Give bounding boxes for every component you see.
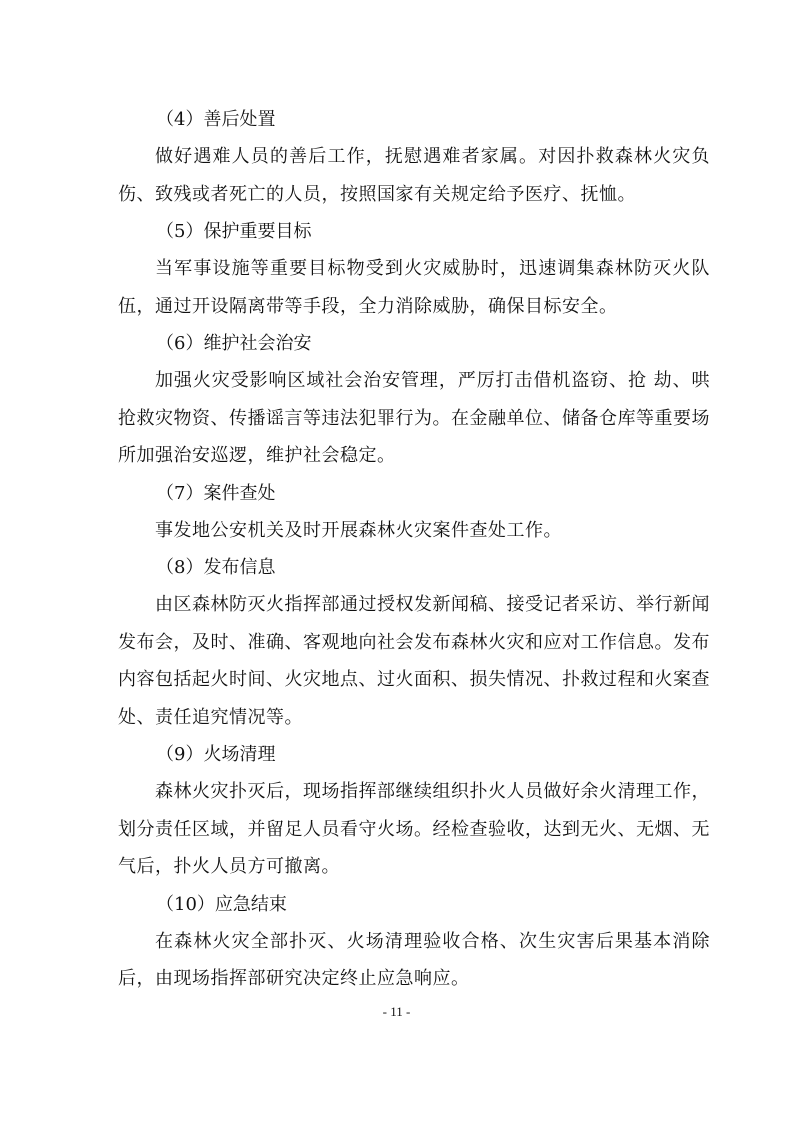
- section-heading-protect-targets: （5）保护重要目标: [156, 221, 312, 242]
- section-heading-release-info: （8）发布信息: [156, 557, 276, 578]
- section-heading-public-order: （6）维护社会治安: [156, 333, 312, 354]
- section-body-emergency-end: 在森林火灾全部扑灭、火场清理验收合格、次生灾害后果基本消除后，由现场指挥部研究决定终止应急响应。: [118, 930, 710, 989]
- section-body-public-order: 加强火灾受影响区域社会治安管理，严厉打击借机盗窃、抢 劫、哄抢救灾物资、传播谣言等违法犯罪行为。在金融单位、储备仓库等重要场所加强治安巡逻，维护社会稳定。: [118, 370, 710, 466]
- page-number: - 11 -: [382, 1004, 411, 1019]
- section-body-fire-cleanup: 森林火灾扑灭后，现场指挥部继续组织扑火人员做好余火清理工作，划分责任区域，并留足人员看守火场。经检查验收，达到无火、无烟、无气后，扑火人员方可撤离。: [118, 781, 710, 877]
- section-heading-case-investigation: （7）案件查处: [156, 482, 276, 504]
- section-heading-emergency-end: （10）应急结束: [156, 893, 287, 915]
- section-body-release-info: 由区森林防灭火指挥部通过授权发新闻稿、接受记者采访、举行新闻发布会，及时、准确、客观地向社会发布森林火灾和应对工作信息。发布内容包括起火时间、火灾地点、过火面积、损失情况、扑救过程和火案查处、责任追究情况等。: [118, 594, 710, 728]
- section-body-protect-targets: 当军事设施等重要目标物受到火灾威胁时，迅速调集森林防灭火队伍，通过开设隔离带等手段，全力消除威胁，确保目标安全。: [118, 258, 710, 317]
- section-heading-aftermath: （4）善后处置: [156, 109, 276, 130]
- section-heading-fire-cleanup: （9）火场清理: [156, 744, 276, 765]
- section-body-case-investigation: 事发地公安机关及时开展森林火灾案件查处工作。: [155, 519, 562, 541]
- document-body: [118, 101, 710, 998]
- section-body-aftermath: 做好遇难人员的善后工作，抚慰遇难者家属。对因扑救森林火灾负伤、致残或者死亡的人员，按照国家有关规定给予医疗、抚恤。: [118, 146, 710, 205]
